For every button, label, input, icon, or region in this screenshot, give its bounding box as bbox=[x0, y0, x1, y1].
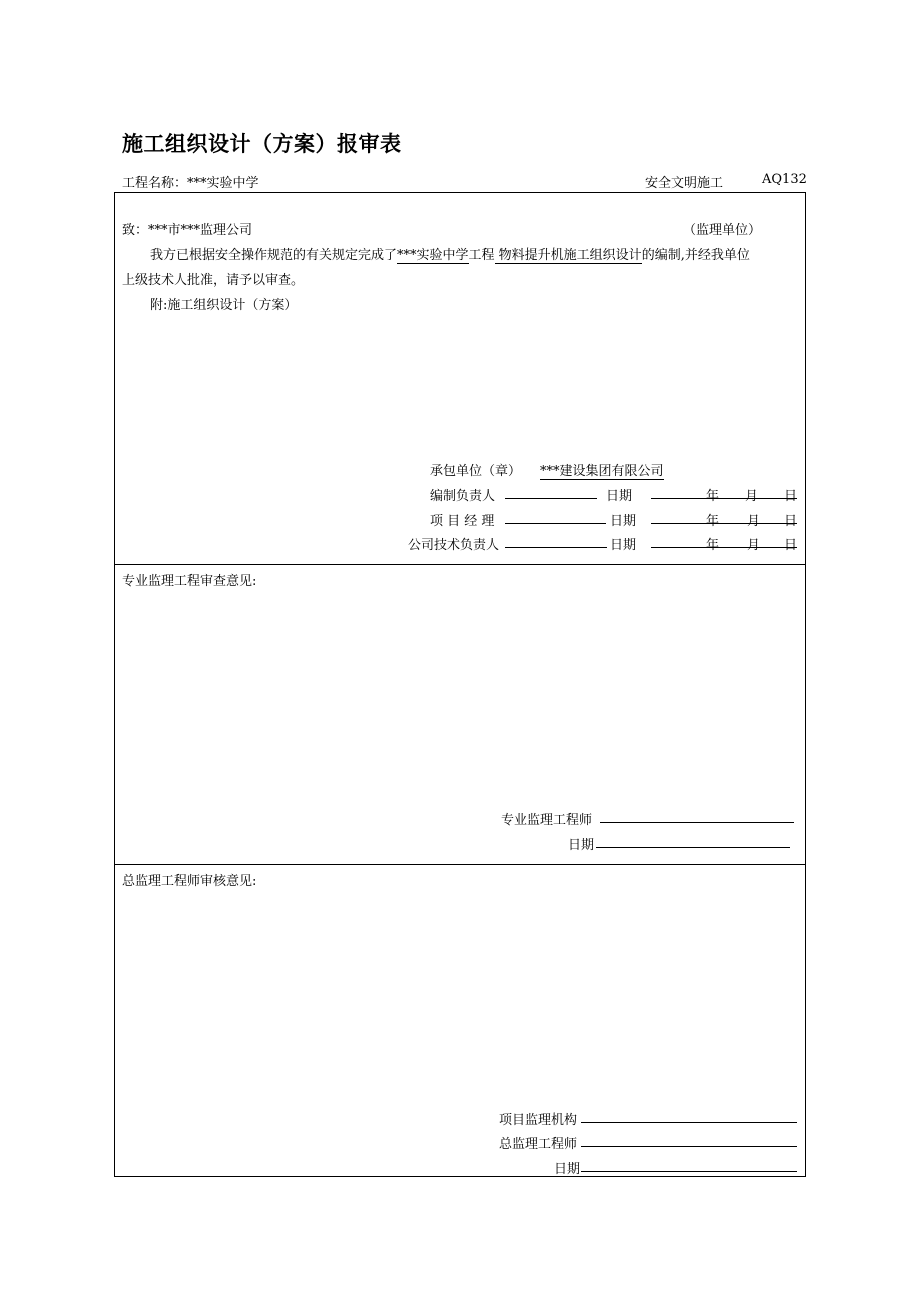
contractor-name: ***建设集团有限公司 bbox=[540, 460, 664, 480]
chief-engineer-label: 总监理工程师 bbox=[499, 1137, 578, 1152]
project-name-underlined: ***实验中学 bbox=[397, 248, 469, 263]
tech-director-date-label: 日期 bbox=[610, 538, 637, 553]
year-label: 年 bbox=[706, 538, 720, 553]
plan-name-underlined: 物料提升机施工组织设计 bbox=[494, 248, 642, 263]
specialist-date-field[interactable] bbox=[596, 833, 790, 848]
month-label: 月 bbox=[747, 514, 761, 529]
section-divider bbox=[115, 864, 805, 865]
project-manager-date-field[interactable] bbox=[651, 509, 797, 524]
specialist-date-label: 日期 bbox=[568, 838, 595, 853]
month-label: 月 bbox=[745, 489, 759, 504]
section-divider bbox=[115, 564, 805, 565]
addressee: 致：***市***监理公司 bbox=[122, 223, 253, 238]
form-code: AQ132 bbox=[762, 172, 807, 187]
project-manager-signature-field[interactable] bbox=[505, 509, 606, 524]
attachment-label: 附:施工组织设计（方案） bbox=[150, 298, 298, 313]
month-label: 月 bbox=[747, 538, 761, 553]
submission-statement bbox=[150, 244, 750, 263]
day-label: 日 bbox=[784, 514, 798, 529]
compiler-date-label: 日期 bbox=[606, 489, 633, 504]
chief-review-heading: 总监理工程师审核意见: bbox=[122, 874, 257, 889]
chief-date-label: 日期 bbox=[554, 1162, 581, 1177]
project-manager-label: 项 目 经 理 bbox=[430, 514, 495, 529]
statement-project-suffix: 工程 bbox=[468, 248, 495, 263]
specialist-engineer-label: 专业监理工程师 bbox=[501, 813, 593, 828]
chief-date-field[interactable] bbox=[581, 1157, 797, 1172]
page-title: 施工组织设计（方案）报审表 bbox=[122, 131, 402, 156]
supervisor-unit-label: （监理单位） bbox=[683, 223, 762, 238]
project-name: 工程名称：***实验中学 bbox=[122, 176, 259, 191]
specialist-review-heading: 专业监理工程审查意见: bbox=[122, 574, 257, 589]
year-label: 年 bbox=[706, 489, 720, 504]
specialist-engineer-signature-field[interactable] bbox=[600, 808, 794, 823]
day-label: 日 bbox=[784, 538, 798, 553]
compiler-label: 编制负责人 bbox=[430, 489, 496, 504]
supervision-org-field[interactable] bbox=[581, 1108, 797, 1123]
chief-engineer-signature-field[interactable] bbox=[581, 1132, 797, 1147]
statement-suffix: 的编制,并经我单位 bbox=[641, 248, 750, 263]
project-manager-date-label: 日期 bbox=[610, 514, 637, 529]
form-category: 安全文明施工 bbox=[645, 176, 724, 191]
statement-line-2: 上级技术人批准，请予以审查。 bbox=[122, 273, 305, 288]
tech-director-date-field[interactable] bbox=[651, 533, 797, 548]
review-form-table bbox=[114, 192, 806, 1177]
compiler-date-field[interactable] bbox=[651, 484, 797, 499]
statement-prefix: 我方已根据安全操作规范的有关规定完成了 bbox=[150, 248, 398, 263]
day-label: 日 bbox=[784, 489, 798, 504]
supervision-org-label: 项目监理机构 bbox=[499, 1113, 578, 1128]
tech-director-label: 公司技术负责人 bbox=[408, 538, 500, 553]
tech-director-signature-field[interactable] bbox=[505, 533, 607, 548]
contractor-label: 承包单位（章） bbox=[430, 464, 522, 479]
compiler-signature-field[interactable] bbox=[505, 484, 597, 499]
year-label: 年 bbox=[706, 514, 720, 529]
